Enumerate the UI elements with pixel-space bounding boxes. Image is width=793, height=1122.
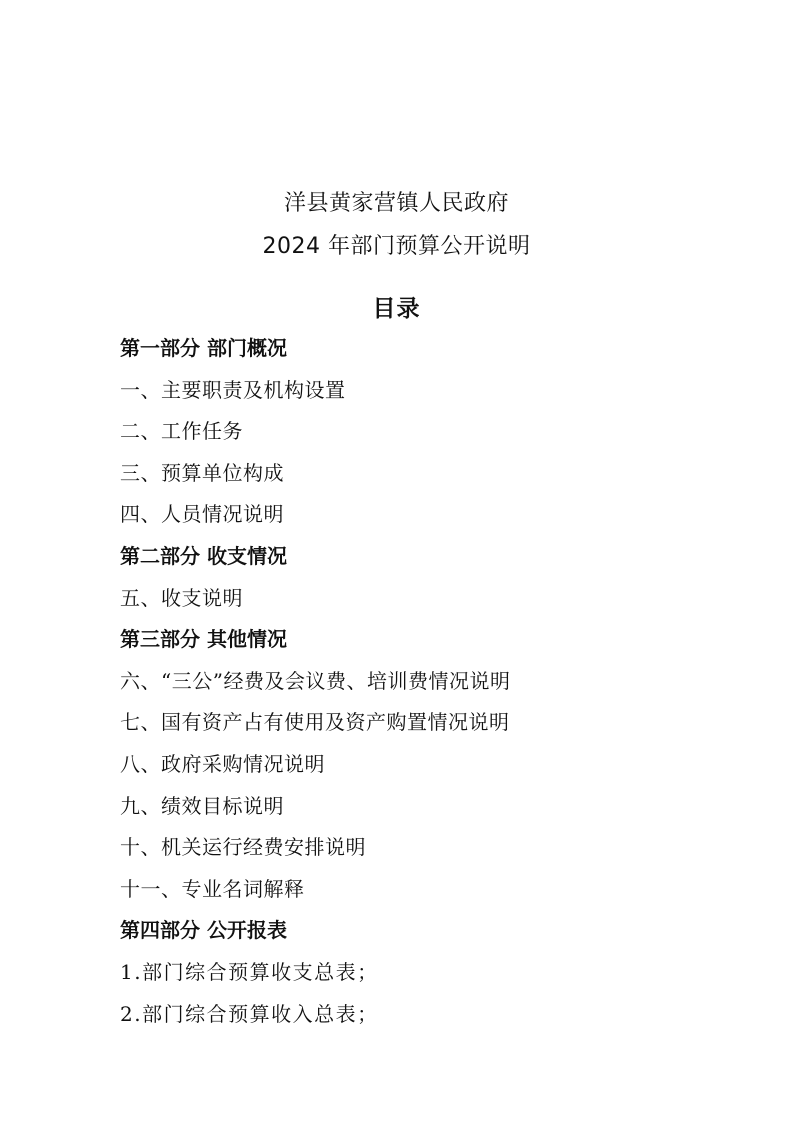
document-title-line-1: 洋县黄家营镇人民政府: [283, 191, 509, 216]
toc-item: 十一、专业名词解释: [120, 876, 305, 901]
toc-part-3: 第三部分 其他情况: [120, 627, 287, 652]
table-of-contents: [120, 334, 760, 1041]
toc-part-4: 第四部分 公开报表: [120, 918, 287, 943]
toc-item: 十、机关运行经费安排说明: [120, 835, 366, 860]
toc-item: 九、绩效目标说明: [120, 793, 284, 818]
toc-item: 六、“三公”经费及会议费、培训费情况说明: [120, 668, 511, 693]
toc-item: 五、收支说明: [120, 585, 243, 610]
toc-report-item: 1.部门综合预算收支总表；: [120, 959, 379, 984]
toc-item: 四、人员情况说明: [120, 502, 284, 527]
toc-item: 一、主要职责及机构设置: [120, 377, 346, 402]
toc-item: 二、工作任务: [120, 419, 243, 444]
document-title-line-2: 2024 年部门预算公开说明: [262, 234, 531, 259]
toc-part-2: 第二部分 收支情况: [120, 543, 287, 568]
toc-item: 三、预算单位构成: [120, 460, 284, 485]
toc-part-1: 第一部分 部门概况: [120, 336, 287, 360]
toc-heading: 目录: [372, 296, 421, 322]
toc-report-item: 2.部门综合预算收入总表；: [120, 1001, 379, 1026]
toc-item: 七、国有资产占有使用及资产购置情况说明: [120, 710, 510, 735]
toc-item: 八、政府采购情况说明: [120, 751, 325, 776]
